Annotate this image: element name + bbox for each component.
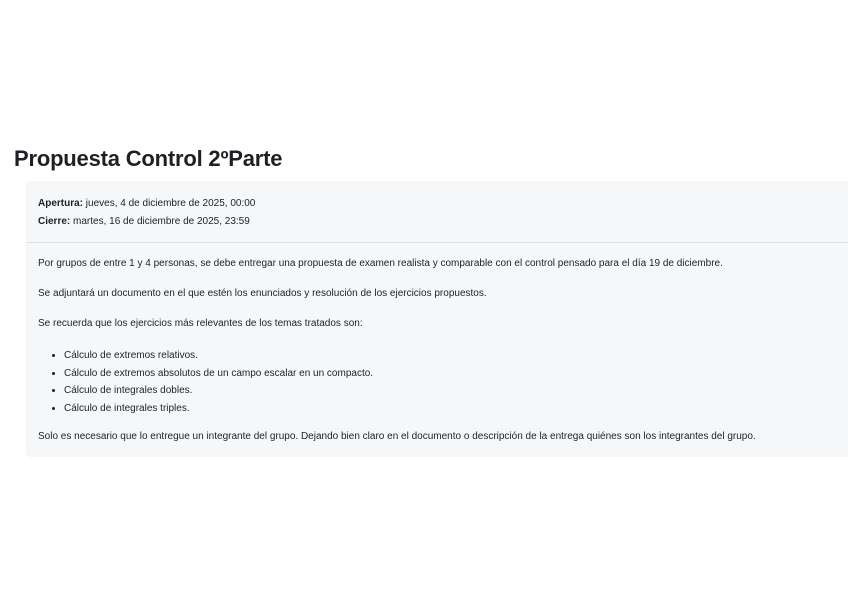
topic-item: • Cálculo de extremos relativos. <box>64 347 838 365</box>
closing-date-value: martes, 16 de diciembre de 2025, 23:59 <box>73 216 250 227</box>
closing-date-label: Cierre: <box>38 216 71 227</box>
page-title: Propuesta Control 2ºParte <box>14 146 283 171</box>
assignment-description <box>38 257 838 444</box>
divider <box>26 242 848 243</box>
opening-date-value: jueves, 4 de diciembre de 2025, 00:00 <box>85 198 256 209</box>
description-paragraph: Por grupos de entre 1 y 4 personas, se debe entregar una propuesta de examen realista y comparable con el control pensado para el día 19 de diciembre. <box>38 258 723 269</box>
opening-date-label: Apertura: <box>38 198 84 209</box>
topics-list <box>38 347 838 417</box>
activity-dates <box>38 195 255 231</box>
closing-date <box>38 213 255 231</box>
topic-item: • Cálculo de integrales triples. <box>64 400 838 418</box>
activity-information-panel <box>26 181 848 457</box>
topic-item: • Cálculo de integrales dobles. <box>64 382 838 400</box>
description-paragraph: Se recuerda que los ejercicios más relevantes de los temas tratados son: <box>38 318 363 329</box>
description-paragraph: Se adjuntará un documento en el que estén los enunciados y resolución de los ejercicios propuestos. <box>38 288 487 299</box>
topic-item: • Cálculo de extremos absolutos de un campo escalar en un compacto. <box>64 365 838 383</box>
opening-date <box>38 195 255 213</box>
description-paragraph: Solo es necesario que lo entregue un integrante del grupo. Dejando bien claro en el documento o descripción de la entrega quiénes son los integrantes del grupo. <box>38 431 756 442</box>
